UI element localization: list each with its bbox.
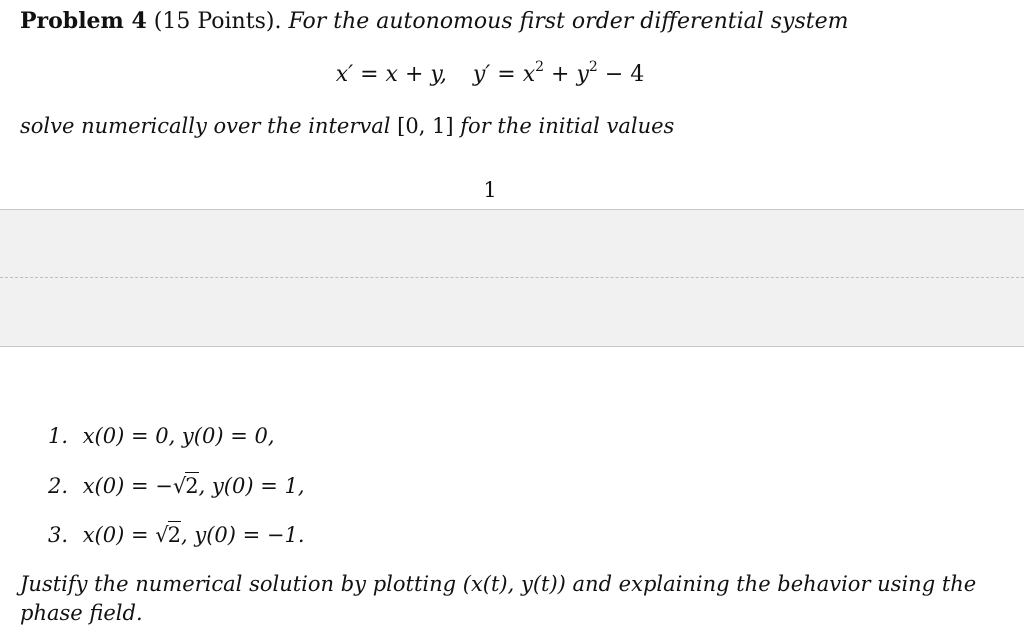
system-equation	[0, 59, 980, 87]
list-item-prefix: x(0) = −	[82, 474, 173, 498]
list-item-number: 3.	[48, 523, 69, 547]
problem-label: Problem 4	[20, 8, 147, 34]
radicand: 2	[167, 523, 181, 547]
list-item	[48, 424, 275, 448]
list-item-text: x(0) = 0, y(0) = 0,	[82, 424, 275, 448]
problem-heading	[20, 8, 849, 34]
page-break-band-top	[0, 209, 1024, 278]
list-item-number: 2.	[48, 474, 69, 498]
equation-y-prime-mid: + y	[544, 62, 589, 87]
equation-exp2: 2	[588, 59, 598, 75]
instruction-before: solve numerically over the interval	[20, 114, 398, 138]
problem-points: (15 Points).	[153, 9, 282, 34]
sqrt-symbol: √2	[155, 523, 181, 547]
equation-y-prime-lhs: y′ = x	[472, 62, 536, 87]
page-break-band-bottom	[0, 278, 1024, 347]
closing-paragraph: Justify the numerical solution by plotting (x(t), y(t)) and explaining the behavior using the phase field.	[20, 572, 977, 625]
instruction-text	[20, 114, 674, 138]
equation-exp1: 2	[535, 59, 545, 75]
instruction-interval: [0, 1]	[397, 114, 454, 138]
radicand: 2	[185, 474, 199, 498]
sqrt-symbol: √2	[172, 474, 199, 498]
list-item	[48, 474, 305, 498]
problem-intro: For the autonomous first order differential system	[288, 9, 849, 34]
list-item	[48, 523, 305, 547]
equation-y-prime-rhs: − 4	[597, 62, 645, 87]
list-item-number: 1.	[48, 424, 69, 448]
equation-x-prime: x′ = x + y,	[335, 62, 447, 87]
page-number: 1	[483, 178, 497, 202]
list-item-prefix: x(0) =	[82, 523, 156, 547]
list-item-rest: , y(0) = −1.	[181, 523, 305, 547]
list-item-rest: , y(0) = 1,	[198, 474, 305, 498]
instruction-after: for the initial values	[453, 114, 675, 138]
